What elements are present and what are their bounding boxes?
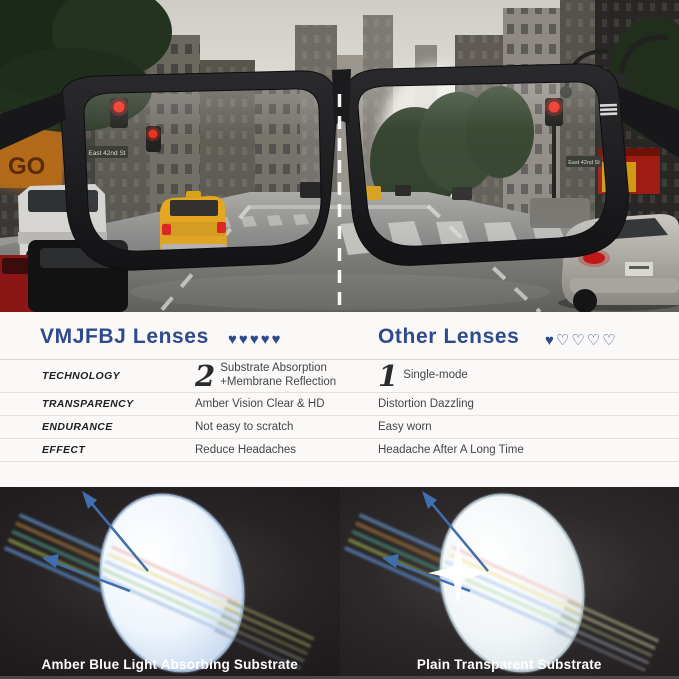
row-value-left: Not easy to scratch — [195, 421, 294, 433]
row-value-right: 1 Single-mode — [378, 358, 468, 393]
amber-lens-diagram — [0, 487, 339, 679]
row-value-right: Distortion Dazzling — [378, 398, 474, 410]
left-column-title: VMJFBJ Lenses — [40, 325, 209, 348]
row-value-right: Headache After A Long Time — [378, 444, 524, 456]
row-value-left: Reduce Headaches — [195, 444, 297, 456]
storefront-go-sign: GO — [8, 153, 46, 180]
row-value-left: 2 Substrate Absorption +Membrane Reflection — [195, 358, 337, 393]
big-number: 1 — [378, 358, 399, 393]
table-row-endurance — [0, 416, 679, 439]
table-row-technology — [0, 360, 679, 393]
plain-lens-label: Plain Transparent Substrate — [416, 657, 602, 672]
amber-lens-panel — [0, 487, 340, 679]
row-label: EFFECT — [42, 444, 86, 456]
comparison-table — [0, 312, 679, 487]
plain-lens-panel — [340, 487, 679, 679]
street-photo-through-glasses — [0, 0, 679, 312]
table-row-transparency — [0, 393, 679, 416]
row-label: TRANSPARENCY — [42, 398, 134, 410]
row-value-right: Easy worn — [378, 421, 432, 433]
row-label: ENDURANCE — [42, 421, 113, 433]
brand-logo-icon — [600, 104, 617, 116]
table-row-effect — [0, 439, 679, 462]
comparison-header — [0, 312, 679, 360]
lens-substrate-diagrams — [0, 487, 679, 679]
street-scene — [0, 0, 679, 312]
amber-lens-label: Amber Blue Light Absorbing Substrate — [41, 657, 298, 672]
left-rating-hearts: ♥♥♥♥♥ — [228, 331, 283, 348]
plain-lens-diagram — [340, 487, 679, 679]
right-rating-hearts: ♥♡♡♡♡ — [545, 332, 618, 349]
row-value-left: Amber Vision Clear & HD — [195, 398, 325, 410]
glasses-bridge — [332, 69, 351, 129]
right-column-title: Other Lenses — [378, 325, 520, 348]
row-label: TECHNOLOGY — [42, 370, 121, 382]
big-number: 2 — [195, 358, 216, 393]
